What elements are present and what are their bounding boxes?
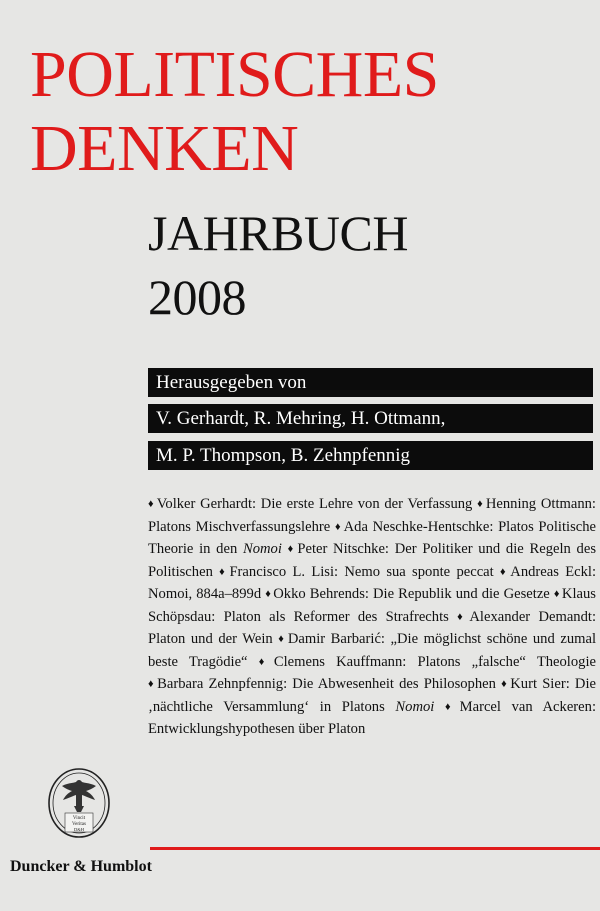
diamond-bullet-icon: ♦ bbox=[148, 498, 155, 510]
contents-entry: Andreas Eckl: Nomoi, 884a–899d bbox=[148, 563, 596, 602]
emblem-text-1: Vincit bbox=[72, 816, 86, 821]
emblem-text-2: Veritas bbox=[72, 822, 86, 827]
editors-line-2: M. P. Thompson, B. Zehnpfennig bbox=[148, 441, 593, 470]
contents-entry: Ada Neschke-Hentschke: Platos Politische Theorie in den Nomoi bbox=[148, 518, 596, 557]
eagle-seal-icon bbox=[45, 766, 113, 840]
emblem-text-3: D&H bbox=[74, 827, 84, 832]
editors-line-1: V. Gerhardt, R. Mehring, H. Ottmann, bbox=[148, 404, 593, 433]
diamond-bullet-icon: ♦ bbox=[501, 678, 509, 690]
diamond-bullet-icon: ♦ bbox=[287, 543, 296, 555]
diamond-bullet-icon: ♦ bbox=[500, 565, 509, 578]
contents-entry: Alexander Demandt: Platon und der Wein bbox=[148, 608, 597, 647]
diamond-bullet-icon: ♦ bbox=[219, 565, 228, 578]
title-line-2: DENKEN bbox=[30, 112, 299, 185]
diamond-bullet-icon: ♦ bbox=[334, 520, 342, 533]
contents-entry: Damir Barbarić: „Die möglichst schöne und zumal beste Tragödie“ bbox=[148, 631, 597, 670]
diamond-bullet-icon: ♦ bbox=[258, 655, 272, 668]
diamond-bullet-icon: ♦ bbox=[457, 610, 468, 623]
title-line-1: POLITISCHES bbox=[30, 38, 439, 111]
contents-entry: Francisco L. Lisi: Nemo sua sponte peccat bbox=[229, 563, 494, 580]
contents-entry: Okko Behrends: Die Republik und die Gesetze bbox=[273, 586, 550, 602]
contents-entry: Klaus Schöpsdau: Platon als Reformer des Strafrechts bbox=[148, 586, 596, 625]
contents-entry: Kurt Sier: Die ‚nächtliche Versammlung‘ in Platons Nomoi bbox=[148, 676, 597, 715]
contents-entry: Peter Nitschke: Der Politiker und die Regeln des Politischen bbox=[148, 541, 596, 580]
editors-heading: Herausgegeben von bbox=[148, 368, 593, 397]
diamond-bullet-icon: ♦ bbox=[148, 678, 156, 690]
contents-entry: Henning Ottmann: Platons Mischverfassungslehre bbox=[148, 496, 596, 535]
diamond-bullet-icon: ♦ bbox=[553, 588, 560, 600]
contents-entry: Barbara Zehnpfennig: Die Abwesenheit des Philosophen bbox=[157, 676, 496, 692]
diamond-bullet-icon: ♦ bbox=[265, 588, 272, 600]
table-of-contents bbox=[148, 493, 596, 741]
subtitle-jahrbuch: JAHRBUCH bbox=[148, 205, 408, 261]
publisher-name: Duncker & Humblot bbox=[10, 858, 152, 875]
contents-entry: Marcel van Ackeren: Entwicklungshypothesen über Platon bbox=[148, 698, 596, 737]
diamond-bullet-icon: ♦ bbox=[278, 633, 286, 645]
contents-entry: Volker Gerhardt: Die erste Lehre von der Verfassung bbox=[156, 496, 473, 512]
diamond-bullet-icon: ♦ bbox=[477, 498, 484, 510]
diamond-bullet-icon: ♦ bbox=[445, 700, 458, 713]
red-rule bbox=[150, 847, 600, 850]
contents-entry: Clemens Kauffmann: Platons „falsche“ Theologie bbox=[273, 653, 596, 670]
subtitle-year: 2008 bbox=[148, 269, 246, 325]
